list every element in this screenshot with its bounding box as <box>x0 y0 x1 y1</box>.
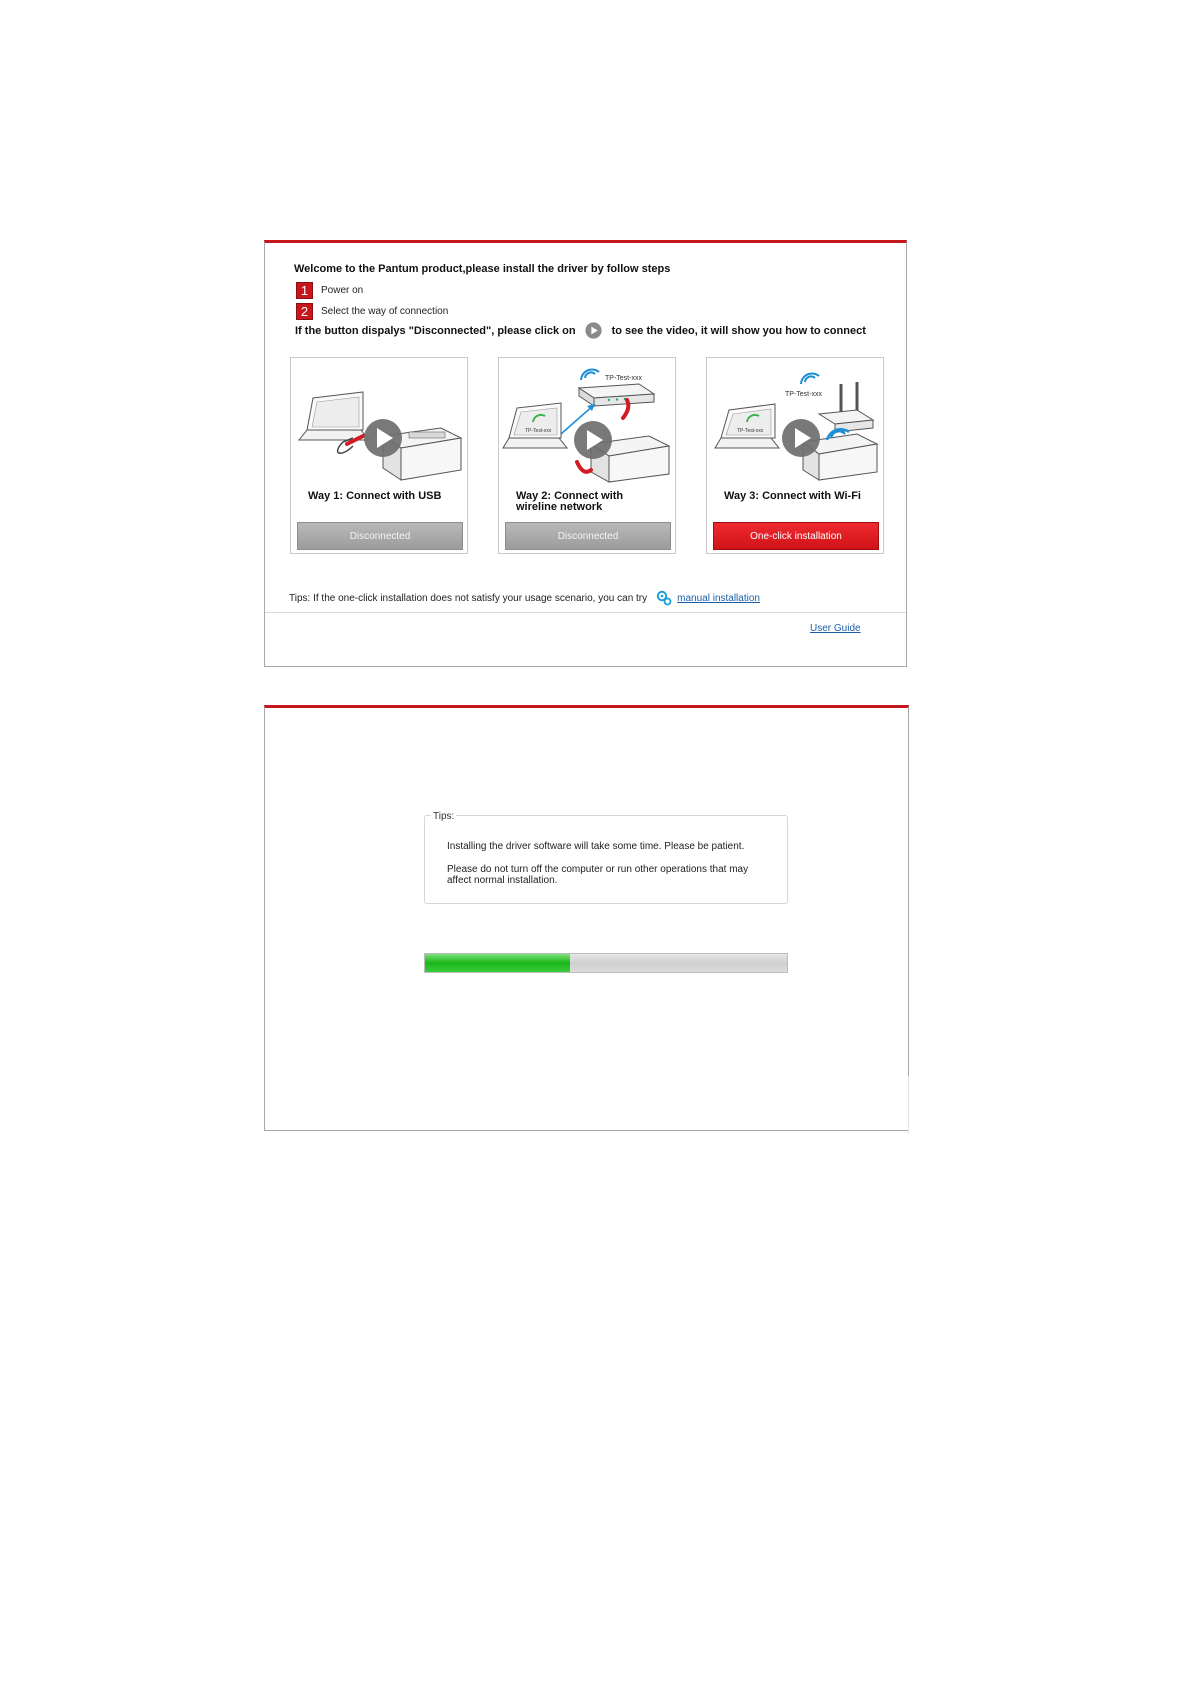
router-ssid-label: TP-Test-xxx <box>785 391 822 398</box>
step-power-on <box>296 282 363 299</box>
one-click-installation-button[interactable]: One-click installation <box>713 522 879 550</box>
installing-window <box>264 705 909 1131</box>
wireline-connection-illustration <box>499 358 675 488</box>
laptop-ssid-label: TP-Test-xxx <box>525 428 552 434</box>
video-hint <box>295 322 866 339</box>
wifi-connection-illustration <box>707 358 883 488</box>
window-edge-line <box>908 1076 909 1134</box>
tip-text: Tips: If the one-click installation does not satisfy your usage scenario, you can try <box>289 592 648 604</box>
hint-text-before: If the button dispalys "Disconnected", please click on <box>295 324 576 337</box>
connection-card-usb <box>290 357 468 554</box>
play-icon <box>585 322 602 339</box>
card-title: Way 1: Connect with USB <box>308 490 442 502</box>
user-guide-link[interactable]: User Guide <box>810 623 861 634</box>
progress-fill <box>425 954 570 972</box>
connection-card-wireline <box>498 357 676 554</box>
installation-progress-bar <box>424 953 788 973</box>
usb-disconnected-button[interactable]: Disconnected <box>297 522 463 550</box>
connection-card-wifi <box>706 357 884 554</box>
wireline-disconnected-button[interactable]: Disconnected <box>505 522 671 550</box>
card-title: Way 2: Connect with wireline network <box>516 490 624 513</box>
laptop-ssid-label: TP-Test-xxx <box>737 428 764 434</box>
manual-installation-link[interactable]: manual installation <box>677 592 760 604</box>
manual-install-icon <box>656 590 672 606</box>
router-ssid-label: TP-Test-xxx <box>605 375 642 382</box>
welcome-title: Welcome to the Pantum product,please install the driver by follow steps <box>294 263 671 275</box>
tips-warning-text: Please do not turn off the computer or run other operations that may affect normal installation. <box>447 864 749 886</box>
step-number-badge: 1 <box>296 282 313 299</box>
step-select-connection <box>296 303 448 320</box>
hint-text-after: to see the video, it will show you how to connect <box>611 324 866 337</box>
card-title: Way 3: Connect with Wi-Fi <box>724 490 861 502</box>
step-number-badge: 2 <box>296 303 313 320</box>
footer-divider <box>265 612 906 613</box>
tips-legend: Tips: <box>433 811 455 822</box>
tips-panel <box>424 811 788 904</box>
step-label: Select the way of connection <box>321 306 449 317</box>
step-label: Power on <box>321 285 364 296</box>
manual-install-tip <box>289 590 760 606</box>
usb-connection-illustration <box>291 358 467 488</box>
tips-patience-text: Installing the driver software will take some time. Please be patient. <box>447 841 745 852</box>
installer-window <box>264 240 907 667</box>
